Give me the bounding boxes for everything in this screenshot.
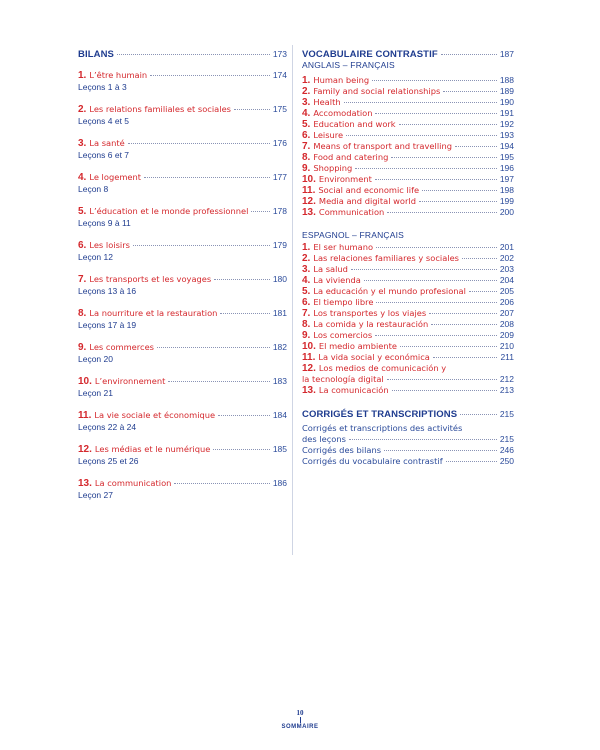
entry-lessons: Leçon 12 [78,252,113,262]
page-number: 176 [272,138,287,148]
english-entry[interactable] [302,130,514,141]
entry-number: 10. [302,174,316,185]
entry-title: Media and digital world [318,196,416,206]
leader-dots [375,335,497,336]
bilan-entry-link[interactable] [78,138,287,149]
entry-title: Communication [318,207,385,217]
footer-label: SOMMAIRE [281,724,319,730]
entry-number: 9. [78,342,87,353]
leader-dots [400,346,497,347]
page-number: 183 [272,376,287,386]
entry-number: 6. [302,130,311,141]
bilans-heading-label: BILANS [78,49,114,60]
leader-dots [375,113,496,114]
entry-title: El ser humano [313,242,374,252]
entry-number: 9. [302,330,311,341]
page-number: 206 [499,297,514,307]
entry-title: El medio ambiente [318,341,398,351]
entry-title: Family and social relationships [313,86,441,96]
entry-number: 13. [302,385,316,396]
english-subheading: ANGLAIS – FRANÇAIS [302,60,395,70]
entry-lessons: Leçons 13 à 16 [78,286,137,296]
page-number: 193 [499,130,514,140]
entry-title: La educación y el mundo profesional [313,286,466,296]
entry-number: 1. [302,242,311,253]
page-number: 175 [272,104,287,114]
entry-number: 3. [302,264,311,275]
leader-dots [376,302,496,303]
leader-dots [174,483,269,484]
entry-title: La nourriture et la restauration [89,308,218,318]
entry-number: 8. [78,308,87,319]
corriges-item-vocabulaire[interactable] [302,456,514,467]
spanish-subheading: ESPAGNOL – FRANÇAIS [302,230,405,240]
bilan-entry [78,206,287,228]
entry-number: 2. [302,253,311,264]
entry-number: 12. [302,196,316,207]
page-number: 174 [272,70,287,80]
entry-number: 11. [302,352,316,363]
leader-dots [220,313,269,314]
entry-title: La communication [94,478,172,488]
entry-number: 11. [302,185,316,196]
page-number: 203 [499,264,514,274]
bilan-entry-link[interactable] [78,410,287,421]
english-entry[interactable] [302,163,514,174]
entry-lessons: Leçons 9 à 11 [78,218,131,228]
english-entry[interactable] [302,185,514,196]
entry-number: 13. [302,207,316,218]
corriges-item-label: des leçons [302,434,346,444]
entry-lessons: Leçons 17 à 19 [78,320,137,330]
page-number: 196 [499,163,514,173]
entry-title: L’environnement [94,376,166,386]
spanish-entries [302,242,514,396]
entry-number: 3. [302,97,311,108]
page-number: 211 [500,352,514,362]
page-number: 180 [272,274,287,284]
leader-dots [214,279,270,280]
spanish-entry[interactable] [302,264,514,275]
english-entry[interactable] [302,86,514,97]
page-number: 200 [499,207,514,217]
entry-title: El tiempo libre [313,297,374,307]
entry-title: Education and work [313,119,396,129]
bilan-entry-link[interactable] [78,104,287,115]
leader-dots [455,146,497,147]
page-number: 210 [499,341,514,351]
corriges-item-lecons-line1: Corrigés et transcriptions des activités [302,423,463,433]
entry-title: Social and economic life [318,185,420,195]
entry-title: Les médias et le numérique [94,444,211,454]
bilan-entry [78,240,287,262]
entry-number: 9. [302,163,311,174]
page-number: 182 [272,342,287,352]
page-number: 215 [499,409,514,419]
entry-title: Les commerces [89,342,155,352]
leader-dots [387,212,497,213]
leader-dots [419,201,497,202]
bilan-entry-link[interactable] [78,274,287,285]
spanish-entry[interactable] [302,385,514,396]
corriges-item-lecons[interactable] [302,434,514,445]
bilan-entry [78,172,287,194]
english-entry[interactable] [302,97,514,108]
entry-number: 4. [302,108,311,119]
page-number: 208 [499,319,514,329]
entry-number: 1. [302,75,311,86]
bilan-entry-link[interactable] [78,308,287,319]
page-number: 184 [272,410,287,420]
entry-title: La santé [89,138,125,148]
spanish-entry[interactable] [302,352,514,363]
entry-number: 6. [78,240,87,251]
entry-number: 7. [302,141,311,152]
entry-title-continued: la tecnología digital [302,374,384,384]
entry-number: 2. [302,86,311,97]
entry-title: Les relations familiales et sociales [89,104,231,114]
entry-title: Leisure [313,130,344,140]
bilan-entry [78,478,287,500]
leader-dots [128,143,270,144]
english-entry[interactable] [302,152,514,163]
leader-dots [429,313,497,314]
leader-dots [376,247,497,248]
entry-number: 5. [302,119,311,130]
english-entry[interactable] [302,207,514,218]
leader-dots [443,91,497,92]
entry-title: L’éducation et le monde professionnel [89,206,249,216]
page-number: 186 [272,478,287,488]
spanish-entry[interactable] [302,242,514,253]
entry-number: 4. [78,172,87,183]
vocabulaire-heading[interactable] [302,49,514,60]
entry-lessons: Leçons 22 à 24 [78,422,137,432]
page-number: 201 [499,242,514,252]
leader-dots [144,177,270,178]
bilan-entry-link[interactable] [78,70,287,81]
page-number: 204 [499,275,514,285]
leader-dots [462,258,497,259]
entry-lessons: Leçons 25 et 26 [78,456,139,466]
entry-lessons: Leçon 8 [78,184,109,194]
page-number: 202 [499,253,514,263]
entry-number: 10. [302,341,316,352]
page-number: 205 [499,286,514,296]
entry-number: 5. [302,286,311,297]
entry-number: 11. [78,410,92,421]
leader-dots [469,291,497,292]
corriges-item-bilans[interactable] [302,445,514,456]
entry-number: 4. [302,275,311,286]
english-entry[interactable] [302,141,514,152]
page-number: 209 [499,330,514,340]
english-entry[interactable] [302,119,514,130]
entry-title: Los medios de comunicación y [318,363,447,373]
entry-number: 12. [302,363,316,374]
entry-title: Los comercios [313,330,373,340]
bilans-heading[interactable] [78,49,287,60]
bilan-entry [78,274,287,296]
page-number: 213 [499,385,514,395]
leader-dots [422,190,497,191]
leader-dots [157,347,270,348]
leader-dots [460,414,497,415]
corriges-entries [302,423,514,467]
bilan-entry [78,444,287,466]
entry-title: La vida social y económica [318,352,430,362]
page-number: 195 [499,152,514,162]
page-number: 181 [272,308,287,318]
page-number: 177 [272,172,287,182]
leader-dots [213,449,269,450]
leader-dots [344,102,497,103]
entry-number: 1. [78,70,87,81]
entry-number: 8. [302,319,311,330]
english-entries [302,75,514,218]
leader-dots [384,450,497,451]
page-number: 185 [272,444,287,454]
entry-number: 13. [78,478,92,489]
leader-dots [117,54,270,55]
entry-title: Los transportes y los viajes [313,308,427,318]
bilan-entry [78,410,287,432]
leader-dots [392,390,497,391]
entry-lessons: Leçon 21 [78,388,113,398]
page-number: 246 [499,445,514,455]
spanish-entry[interactable] [302,319,514,330]
leader-dots [218,415,270,416]
entry-title: La comida y la restauración [313,319,429,329]
entry-lessons: Leçon 27 [78,490,113,500]
entry-number: 7. [302,308,311,319]
entry-title: Le logement [89,172,142,182]
leader-dots [375,179,497,180]
page-number: 250 [499,456,514,466]
spanish-entry[interactable] [302,286,514,297]
entry-title: La salud [313,264,348,274]
entry-title: Las relaciones familiares y sociales [313,253,460,263]
bilans-entries [78,70,287,500]
bilan-entry-link[interactable] [78,206,287,217]
entry-title: La vie sociale et économique [94,410,216,420]
english-entry[interactable] [302,75,514,86]
leader-dots [351,269,497,270]
leader-dots [234,109,270,110]
vocabulaire-heading-label: VOCABULAIRE CONTRASTIF [302,49,438,60]
entry-lessons: Leçons 6 et 7 [78,150,130,160]
page-number: 199 [499,196,514,206]
bilan-entry-link[interactable] [78,444,287,455]
leader-dots [133,245,270,246]
page-number: 190 [499,97,514,107]
spanish-entry[interactable] [302,341,514,352]
page-number: 178 [272,206,287,216]
entry-lessons: Leçons 4 et 5 [78,116,130,126]
bilan-entry [78,70,287,92]
entry-title: Les loisirs [89,240,130,250]
leader-dots [391,157,496,158]
corriges-item-label: Corrigés du vocabulaire contrastif [302,456,443,466]
bilan-entry-link[interactable] [78,478,287,489]
page-number: 189 [499,86,514,96]
leader-dots [441,54,497,55]
english-entry[interactable] [302,196,514,207]
bilan-entry [78,376,287,398]
bilan-entry [78,138,287,160]
page-number: 212 [499,374,514,384]
spanish-entry[interactable] [302,308,514,319]
entry-title: Food and catering [313,152,389,162]
leader-dots [431,324,497,325]
page-number: 207 [499,308,514,318]
footer-divider [300,717,301,723]
entry-number: 8. [302,152,311,163]
entry-title: Environment [318,174,372,184]
bilan-entry [78,104,287,126]
entry-title: Means of transport and travelling [313,141,452,151]
corriges-item-label: Corrigés des bilans [302,445,382,455]
leader-dots [399,124,497,125]
corriges-heading[interactable] [302,409,514,420]
page-number: 191 [499,108,514,118]
footer-page-number: 10 [296,709,304,717]
entry-title: La comunicación [318,385,389,395]
leader-dots [387,379,497,380]
spanish-entry[interactable] [302,253,514,264]
entry-title: Accomodation [313,108,373,118]
vocabulaire-column [302,49,514,467]
english-entry[interactable] [302,108,514,119]
leader-dots [346,135,497,136]
page-footer [0,709,600,730]
entry-lessons: Leçons 1 à 3 [78,82,127,92]
entry-number: 12. [78,444,92,455]
entry-title: Les transports et les voyages [89,274,212,284]
bilan-entry-link[interactable] [78,376,287,387]
bilans-column [78,49,287,512]
page-number: 187 [499,49,514,59]
leader-dots [355,168,497,169]
spanish-entry[interactable] [302,330,514,341]
page-number: 197 [499,174,514,184]
bilan-entry [78,308,287,330]
spanish-entry[interactable] [302,297,514,308]
entry-title: L’être humain [89,70,148,80]
entry-lessons: Leçon 20 [78,354,113,364]
page-number: 192 [499,119,514,129]
leader-dots [349,439,497,440]
leader-dots [433,357,498,358]
leader-dots [251,211,269,212]
spanish-entry-line1 [302,363,514,374]
spanish-entry[interactable] [302,374,514,385]
bilan-entry [78,342,287,364]
entry-number: 2. [78,104,87,115]
entry-title: Shopping [313,163,353,173]
entry-number: 3. [78,138,87,149]
english-entry[interactable] [302,174,514,185]
page-number: 188 [499,75,514,85]
page-number: 215 [499,434,514,444]
leader-dots [364,280,497,281]
page-number: 198 [499,185,514,195]
bilan-entry-link[interactable] [78,342,287,353]
entry-title: Health [313,97,341,107]
spanish-entry[interactable] [302,275,514,286]
entry-title: Human being [313,75,370,85]
page-number: 194 [499,141,514,151]
entry-title: La vivienda [313,275,361,285]
bilan-entry-link[interactable] [78,172,287,183]
bilan-entry-link[interactable] [78,240,287,251]
leader-dots [446,461,497,462]
leader-dots [372,80,497,81]
corriges-heading-label: CORRIGÉS ET TRANSCRIPTIONS [302,409,458,420]
leader-dots [150,75,270,76]
entry-number: 10. [78,376,92,387]
leader-dots [168,381,269,382]
page-number: 179 [272,240,287,250]
entry-number: 7. [78,274,87,285]
entry-number: 5. [78,206,87,217]
page-number: 173 [272,49,287,59]
entry-number: 6. [302,297,311,308]
